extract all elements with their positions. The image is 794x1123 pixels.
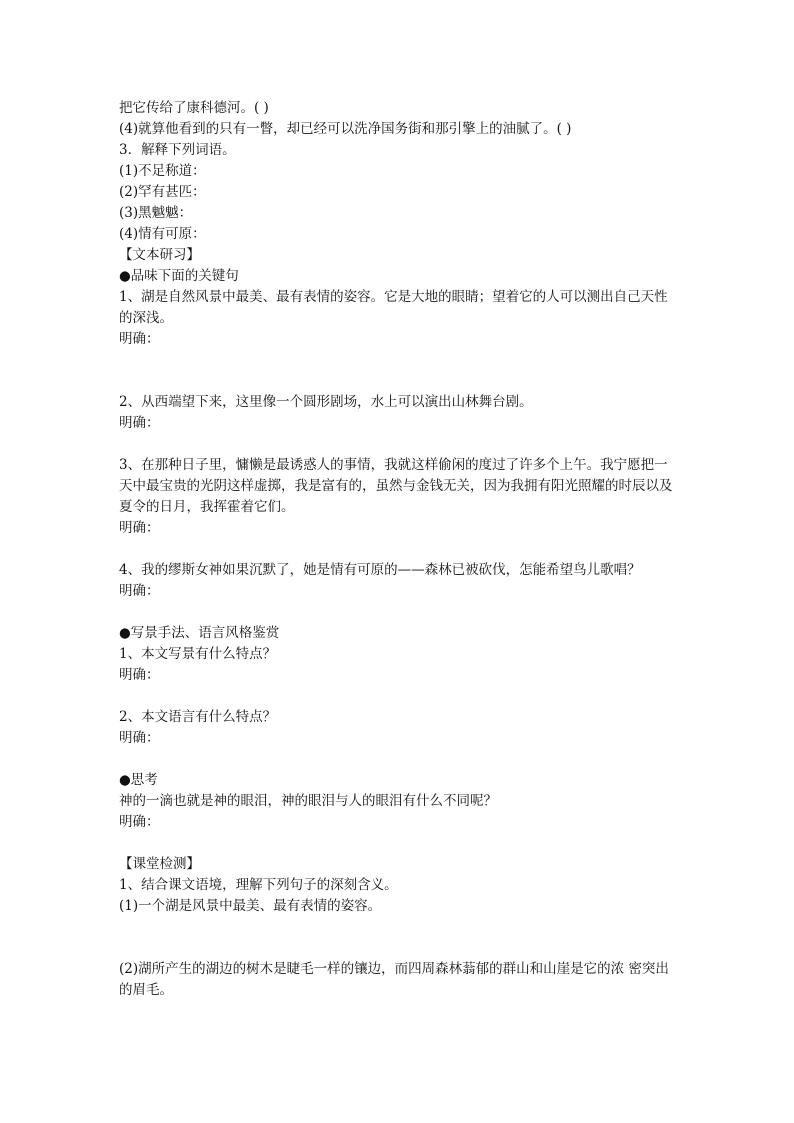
text-line: (4)就算他看到的只有一瞥，却已经可以洗净国务街和那引擎上的油腻了。( ) (119, 121, 572, 137)
answer-label: 明确： (119, 667, 160, 683)
question-text: 神的一滴也就是神的眼泪，神的眼泪与人的眼泪有什么不同呢？ (119, 793, 497, 809)
answer-label: 明确： (119, 814, 160, 830)
answer-label: 明确： (119, 583, 160, 599)
text-line: (3)黑魆魆： (119, 205, 193, 221)
subsection-heading: ●思考 (119, 772, 158, 788)
text-line: (1)不足称道： (119, 163, 206, 179)
question-text: 3、在那种日子里，慵懒是最诱惑人的事情，我就这样偷闲的度过了许多个上午。我宁愿把一天中最宝贵的光阴这样虚掷，我是富有的，虽然与金钱无关，因为我拥有阳光照耀的时辰以及夏令的日月，我挥霍着它们。 (119, 457, 673, 515)
question-text: 4、我的缪斯女神如果沉默了，她是情有可原的——森林已被砍伐，怎能希望鸟儿歌唱？ (119, 562, 641, 578)
text-line: 把它传给了康科德河。( ) (119, 100, 269, 116)
answer-label: 明确： (119, 415, 160, 431)
answer-label: 明确： (119, 331, 160, 347)
question-text: 2、从西端望下来，这里像一个圆形剧场，水上可以演出山林舞台剧。 (119, 394, 533, 410)
question-text: 1、结合课文语境，理解下列句子的深刻含义。 (119, 877, 398, 893)
text-line: (4)情有可原： (119, 226, 206, 242)
section-heading: 【文本研习】 (119, 247, 200, 263)
question-text: (2)湖所产生的湖边的树木是睫毛一样的镶边，而四周森林蓊郁的群山和山崖是它的浓 密突出的眉毛。 (119, 961, 669, 998)
subsection-heading: ●写景手法、语言风格鉴赏 (119, 625, 280, 641)
answer-label: 明确： (119, 520, 160, 536)
question-text: 2、本文语言有什么特点？ (119, 709, 277, 725)
question-text: (1)一个湖是风景中最美、最有表情的姿容。 (119, 898, 382, 914)
section-heading: 3．解释下列词语。 (119, 142, 236, 158)
section-heading: 【课堂检测】 (119, 856, 200, 872)
text-line: (2)罕有甚匹： (119, 184, 206, 200)
question-text: 1、本文写景有什么特点？ (119, 646, 277, 662)
question-text: 1、湖是自然风景中最美、最有表情的姿容。它是大地的眼睛；望着它的人可以测出自己天性的深浅。 (119, 289, 668, 326)
subsection-heading: ●品味下面的关键句 (119, 268, 239, 284)
answer-label: 明确： (119, 730, 160, 746)
